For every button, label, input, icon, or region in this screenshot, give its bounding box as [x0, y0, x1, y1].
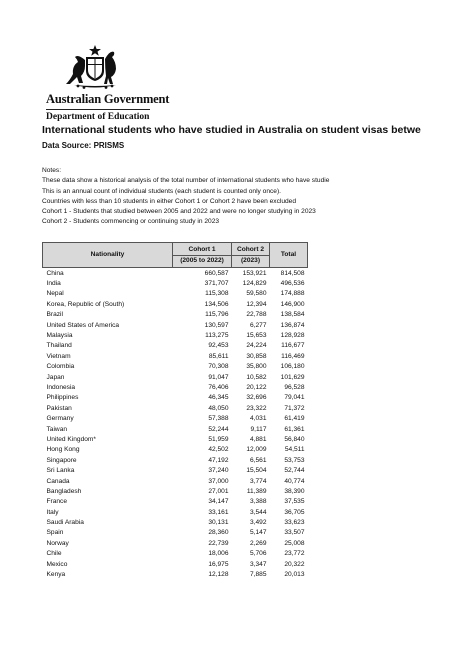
cell-total: 61,419 — [284, 415, 305, 423]
table-row — [43, 559, 308, 569]
cell-cohort2: 11,389 — [246, 487, 267, 495]
table-row — [43, 517, 308, 527]
table-row — [43, 351, 308, 361]
table-row — [43, 424, 308, 434]
cell-nationality: Singapore — [46, 456, 77, 464]
table-row — [43, 403, 308, 413]
header-cohort2 — [232, 243, 270, 268]
cell-total: 106,180 — [280, 363, 305, 371]
cell-cohort1: 42,502 — [208, 446, 229, 454]
table-row — [43, 486, 308, 496]
cell-nationality: Bangladesh — [46, 487, 82, 495]
cell-nationality: France — [46, 498, 68, 506]
cell-total: 54,511 — [284, 446, 305, 454]
cell-nationality: Italy — [46, 508, 59, 516]
cell-cohort1: 57,388 — [208, 415, 229, 423]
table-row — [43, 455, 308, 465]
table-row — [43, 569, 308, 579]
cell-total: 128,928 — [280, 332, 305, 340]
table-row — [43, 310, 308, 320]
table-row — [43, 393, 308, 403]
header-cohort1 — [173, 243, 232, 268]
cell-cohort1: 70,308 — [208, 363, 229, 371]
cell-nationality: Japan — [46, 373, 65, 381]
cell-cohort1: 92,453 — [208, 342, 229, 350]
cell-total: 174,888 — [280, 290, 305, 298]
cell-cohort1: 18,006 — [208, 550, 229, 558]
cell-total: 33,507 — [284, 529, 305, 537]
cell-nationality: Indonesia — [46, 383, 76, 391]
cell-nationality: Philippines — [46, 394, 79, 402]
cell-cohort1: 47,192 — [208, 456, 229, 464]
table-row — [43, 320, 308, 330]
table-row — [43, 289, 308, 299]
cell-cohort2: 124,829 — [242, 280, 267, 288]
cell-nationality: United Kingdom* — [46, 435, 96, 443]
table-row — [43, 278, 308, 288]
cell-total: 71,372 — [284, 404, 305, 412]
cell-cohort1: 22,739 — [208, 539, 229, 547]
cell-nationality: Taiwan — [46, 425, 68, 433]
cell-cohort2: 59,580 — [246, 290, 267, 298]
cell-total: 38,390 — [284, 487, 305, 495]
cell-total: 138,584 — [280, 311, 305, 319]
cell-cohort1: 134,506 — [204, 300, 229, 308]
cell-total: 20,322 — [284, 560, 305, 568]
note-line: Countries with less than 10 students in either Cohort 1 or Cohort 2 have been excluded — [42, 197, 297, 205]
cell-cohort1: 76,406 — [208, 383, 229, 391]
cell-nationality: Germany — [46, 415, 74, 423]
header-cohort1-period: (2005 to 2022) — [173, 255, 231, 266]
table-row — [43, 445, 308, 455]
cell-nationality: Saudi Arabia — [46, 519, 84, 527]
data-source: Data Source: PRISMS — [42, 141, 125, 150]
cell-cohort2: 5,147 — [249, 529, 267, 537]
cell-cohort1: 28,360 — [208, 529, 229, 537]
cell-total: 136,874 — [280, 321, 305, 329]
notes-label: Notes: — [42, 167, 62, 174]
cell-cohort1: 30,131 — [208, 519, 229, 527]
cell-cohort2: 9,117 — [250, 425, 267, 433]
cell-total: 61,361 — [284, 425, 305, 433]
table-row — [43, 538, 308, 548]
cell-cohort2: 3,774 — [249, 477, 267, 485]
note-line: This is an annual count of individual students (each student is counted only once). — [42, 187, 281, 195]
table-row — [43, 382, 308, 392]
australian-government-crest — [64, 44, 126, 90]
cell-cohort1: 27,001 — [208, 487, 229, 495]
cell-nationality: United States of America — [46, 321, 120, 329]
department-name: Department of Education — [46, 112, 150, 122]
table-row — [43, 465, 308, 475]
table-row — [43, 372, 308, 382]
cell-cohort1: 16,975 — [208, 560, 229, 568]
header-cohort1-label: Cohort 1 — [188, 245, 216, 253]
cell-nationality: Sri Lanka — [46, 467, 75, 475]
government-name: Australian Government — [46, 92, 170, 106]
table-row — [43, 413, 308, 423]
cell-cohort1: 37,000 — [208, 477, 229, 485]
document-title: International students who have studied in Australia on student visas betwe — [42, 124, 421, 136]
cell-total: 53,753 — [284, 456, 305, 464]
table-row — [43, 549, 308, 559]
note-line: Cohort 2 - Students commencing or continuing study in 2023 — [42, 218, 220, 226]
cell-cohort2: 30,858 — [246, 352, 267, 360]
cell-cohort1: 85,611 — [208, 352, 229, 360]
cell-cohort2: 6,561 — [249, 456, 267, 464]
cell-cohort1: 52,244 — [208, 425, 229, 433]
header-cohort2-label: Cohort 2 — [236, 245, 265, 253]
cell-cohort1: 660,587 — [204, 269, 229, 277]
cell-cohort2: 5,706 — [249, 550, 267, 558]
table-body — [43, 268, 308, 580]
cell-total: 40,774 — [284, 477, 305, 485]
cell-cohort2: 24,224 — [246, 342, 267, 350]
cell-cohort2: 2,269 — [249, 539, 267, 547]
cell-total: 33,623 — [284, 519, 305, 527]
cell-cohort1: 33,161 — [208, 508, 229, 516]
cell-nationality: Korea, Republic of (South) — [46, 300, 125, 308]
cell-nationality: Kenya — [46, 571, 66, 579]
cell-cohort2: 6,277 — [249, 321, 267, 329]
cell-cohort2: 12,394 — [246, 300, 267, 308]
cell-cohort1: 113,275 — [205, 332, 229, 340]
cell-total: 56,840 — [284, 435, 305, 443]
cell-nationality: Vietnam — [46, 352, 71, 360]
cell-cohort1: 46,345 — [208, 394, 229, 402]
cell-total: 814,508 — [280, 269, 305, 277]
cell-cohort2: 12,009 — [246, 446, 267, 454]
cell-cohort2: 23,322 — [246, 404, 267, 412]
cell-nationality: India — [46, 280, 61, 288]
header-total: Total — [270, 243, 308, 268]
cell-nationality: Spain — [46, 529, 64, 537]
cell-cohort2: 4,031 — [249, 415, 267, 423]
header-nationality: Nationality — [43, 243, 173, 268]
cell-nationality: Malaysia — [46, 332, 73, 340]
cell-total: 116,469 — [281, 352, 305, 360]
cell-nationality: China — [46, 269, 64, 277]
cell-nationality: Chile — [46, 550, 62, 558]
table-row — [43, 299, 308, 309]
notes-section — [42, 166, 469, 228]
cell-total: 116,677 — [281, 342, 305, 350]
note-line: Cohort 1 - Students that studied between 2005 and 2022 and were no longer studying in 2023 — [42, 208, 316, 216]
cell-nationality: Brazil — [46, 311, 63, 319]
cell-cohort2: 3,492 — [249, 519, 267, 527]
cell-cohort2: 15,653 — [246, 332, 267, 340]
cell-cohort1: 130,597 — [204, 321, 229, 329]
cell-total: 25,008 — [284, 539, 305, 547]
student-table — [42, 242, 308, 580]
cell-total: 96,528 — [284, 383, 305, 391]
cell-cohort1: 37,240 — [208, 467, 229, 475]
cell-cohort2: 22,788 — [246, 311, 267, 319]
cell-cohort2: 15,504 — [246, 467, 267, 475]
table-row — [43, 497, 308, 507]
cell-cohort2: 10,582 — [246, 373, 267, 381]
cell-nationality: Hong Kong — [46, 446, 80, 454]
table-row — [43, 341, 308, 351]
note-line: These data show a historical analysis of the total number of international students who have studie — [42, 177, 330, 185]
cell-cohort2: 35,800 — [246, 363, 267, 371]
table-row — [43, 528, 308, 538]
government-logo — [46, 44, 170, 122]
cell-nationality: Nepal — [46, 290, 64, 298]
cell-total: 146,900 — [280, 300, 305, 308]
cell-cohort2: 32,696 — [246, 394, 267, 402]
cell-cohort1: 12,128 — [208, 571, 229, 579]
table-row — [43, 268, 308, 279]
table-row — [43, 434, 308, 444]
cell-total: 496,536 — [280, 280, 305, 288]
cell-cohort1: 371,707 — [204, 280, 229, 288]
cell-nationality: Mexico — [46, 560, 68, 568]
cell-nationality: Pakistan — [46, 404, 72, 412]
cell-cohort1: 48,050 — [208, 404, 229, 412]
cell-cohort1: 91,047 — [208, 373, 229, 381]
header-cohort2-period: (2023) — [232, 255, 269, 266]
cell-cohort2: 4,881 — [249, 435, 267, 443]
logo-divider — [46, 109, 150, 110]
cell-total: 20,013 — [284, 571, 305, 579]
cell-cohort2: 3,388 — [249, 498, 267, 506]
table-row — [43, 362, 308, 372]
cell-nationality: Colombia — [46, 363, 75, 371]
cell-cohort2: 20,122 — [246, 383, 267, 391]
cell-total: 52,744 — [284, 467, 305, 475]
cell-cohort1: 51,959 — [208, 435, 229, 443]
cell-total: 101,629 — [280, 373, 305, 381]
cell-nationality: Norway — [46, 539, 69, 547]
cell-total: 79,041 — [284, 394, 305, 402]
cell-cohort1: 115,796 — [205, 311, 229, 319]
cell-cohort1: 34,147 — [208, 498, 229, 506]
table-row — [43, 507, 308, 517]
cell-cohort2: 3,544 — [249, 508, 267, 516]
table-row — [43, 476, 308, 486]
cell-cohort2: 3,347 — [249, 560, 267, 568]
cell-total: 37,535 — [284, 498, 305, 506]
cell-total: 36,705 — [284, 508, 305, 516]
cell-cohort2: 153,921 — [242, 269, 267, 277]
cell-total: 23,772 — [284, 550, 305, 558]
table-row — [43, 330, 308, 340]
cell-cohort2: 7,885 — [249, 571, 267, 579]
cell-nationality: Thailand — [46, 342, 72, 350]
cell-nationality: Canada — [46, 477, 70, 485]
table-header-row — [43, 243, 308, 268]
cell-cohort1: 115,308 — [205, 290, 229, 298]
